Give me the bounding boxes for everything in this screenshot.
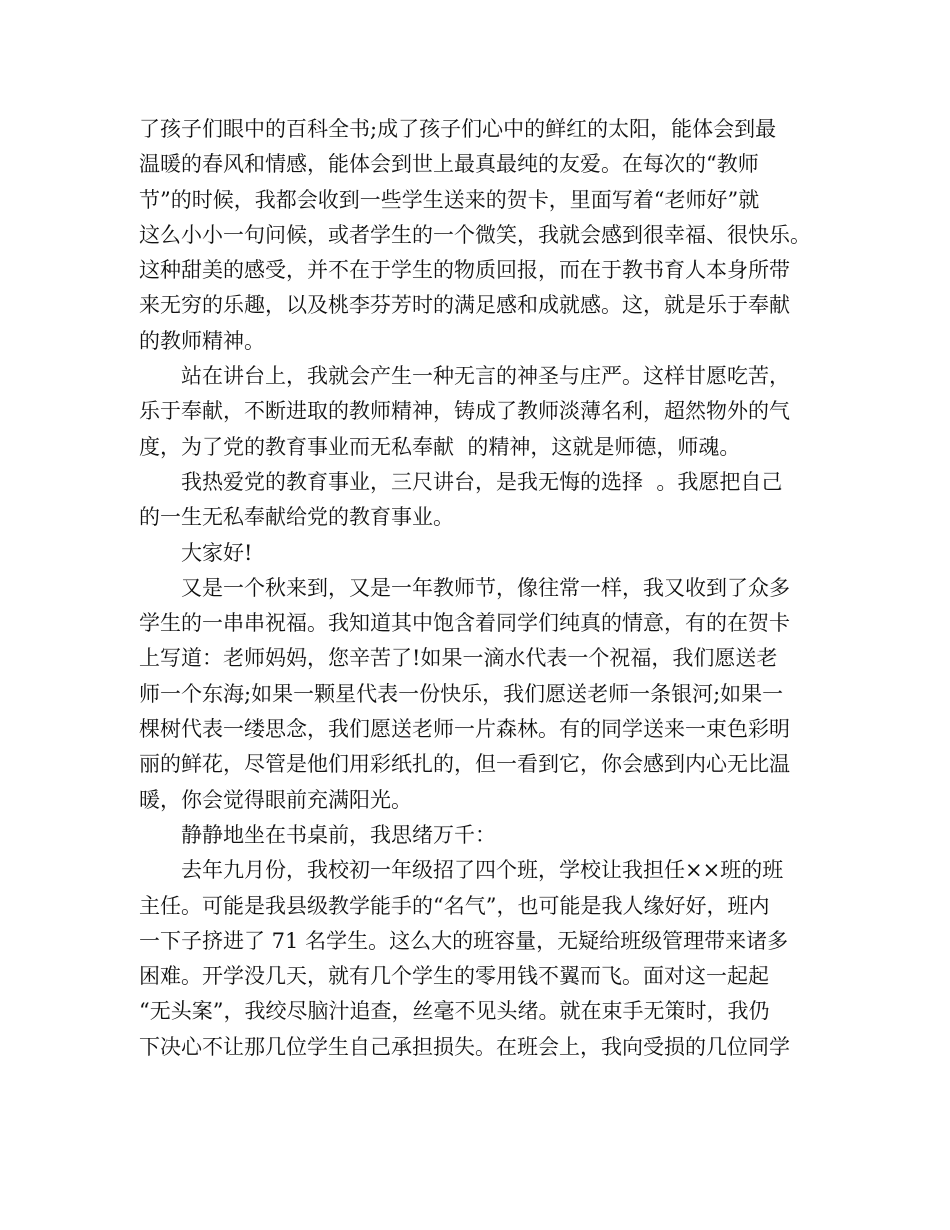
- text-line: 大家好!: [181, 540, 253, 565]
- text-line: 丽的鲜花，尽管是他们用彩纸扎的，但一看到它，你会感到内心无比温: [139, 752, 790, 777]
- text-line: 暖，你会觉得眼前充满阳光。: [139, 787, 412, 812]
- text-line: 困难。开学没几天，就有几个学生的零用钱不翼而飞。面对这一起起: [139, 964, 769, 989]
- text-line: “无头案”，我绞尽脑汁追查，丝毫不见头绪。就在束手无策时，我仍: [139, 999, 770, 1024]
- text-line: 节”的时候，我都会收到一些学生送来的贺卡，里面写着“老师好”就: [139, 187, 760, 212]
- text-line: 下决心不让那几位学生自己承担损失。在班会上，我向受损的几位同学: [139, 1034, 790, 1059]
- text-line: 上写道：老师妈妈，您辛苦了!如果一滴水代表一个祝福，我们愿送老: [139, 646, 778, 671]
- text-line: 站在讲台上，我就会产生一种无言的神圣与庄严。这样甘愿吃苦，: [181, 364, 790, 389]
- text-line: 温暖的春风和情感，能体会到世上最真最纯的友爱。在每次的“教师: [139, 152, 759, 177]
- text-line: 又是一个秋来到，又是一年教师节，像往常一样，我又收到了众多: [181, 575, 790, 600]
- text-line: 静静地坐在书桌前，我思绪万千：: [181, 822, 496, 847]
- text-line: 来无穷的乐趣，以及桃李芬芳时的满足感和成就感。这，就是乐于奉献: [139, 293, 790, 318]
- text-line: 这种甜美的感受，并不在于学生的物质回报，而在于教书育人本身所带: [139, 258, 790, 283]
- text-line: 棵树代表一缕思念，我们愿送老师一片森林。有的同学送来一束色彩明: [139, 717, 790, 742]
- text-line: 度，为了党的教育事业而无私奉献 的精神，这就是师德，师魂。: [139, 434, 741, 459]
- text-line: 这么小小一句问候，或者学生的一个微笑，我就会感到很幸福、很快乐。: [139, 222, 811, 247]
- text-line: 了孩子们眼中的百科全书;成了孩子们心中的鲜红的太阳，能体会到最: [139, 117, 777, 141]
- document-body: [139, 112, 839, 1065]
- text-line: 的一生无私奉献给党的教育事业。: [139, 505, 454, 530]
- text-line: 一下子挤进了 71 名学生。这么大的班容量，无疑给班级管理带来诸多: [139, 928, 789, 953]
- text-line: 主任。可能是我县级教学能手的“名气”，也可能是我人缘好好，班内: [139, 893, 770, 918]
- text-line: 去年九月份，我校初一年级招了四个班，学校让我担任××班的班: [181, 858, 784, 883]
- text-line: 乐于奉献，不断进取的教师精神，铸成了教师淡薄名利，超然物外的气: [139, 399, 790, 424]
- text-line: 的教师精神。: [139, 328, 265, 353]
- text-line: 师一个东海;如果一颗星代表一份快乐，我们愿送老师一条银河;如果一: [139, 681, 784, 706]
- text-line: 我热爱党的教育事业，三尺讲台，是我无悔的选择 。我愿把自己: [181, 469, 783, 494]
- text-line: 学生的一串串祝福。我知道其中饱含着同学们纯真的情意，有的在贺卡: [139, 611, 790, 636]
